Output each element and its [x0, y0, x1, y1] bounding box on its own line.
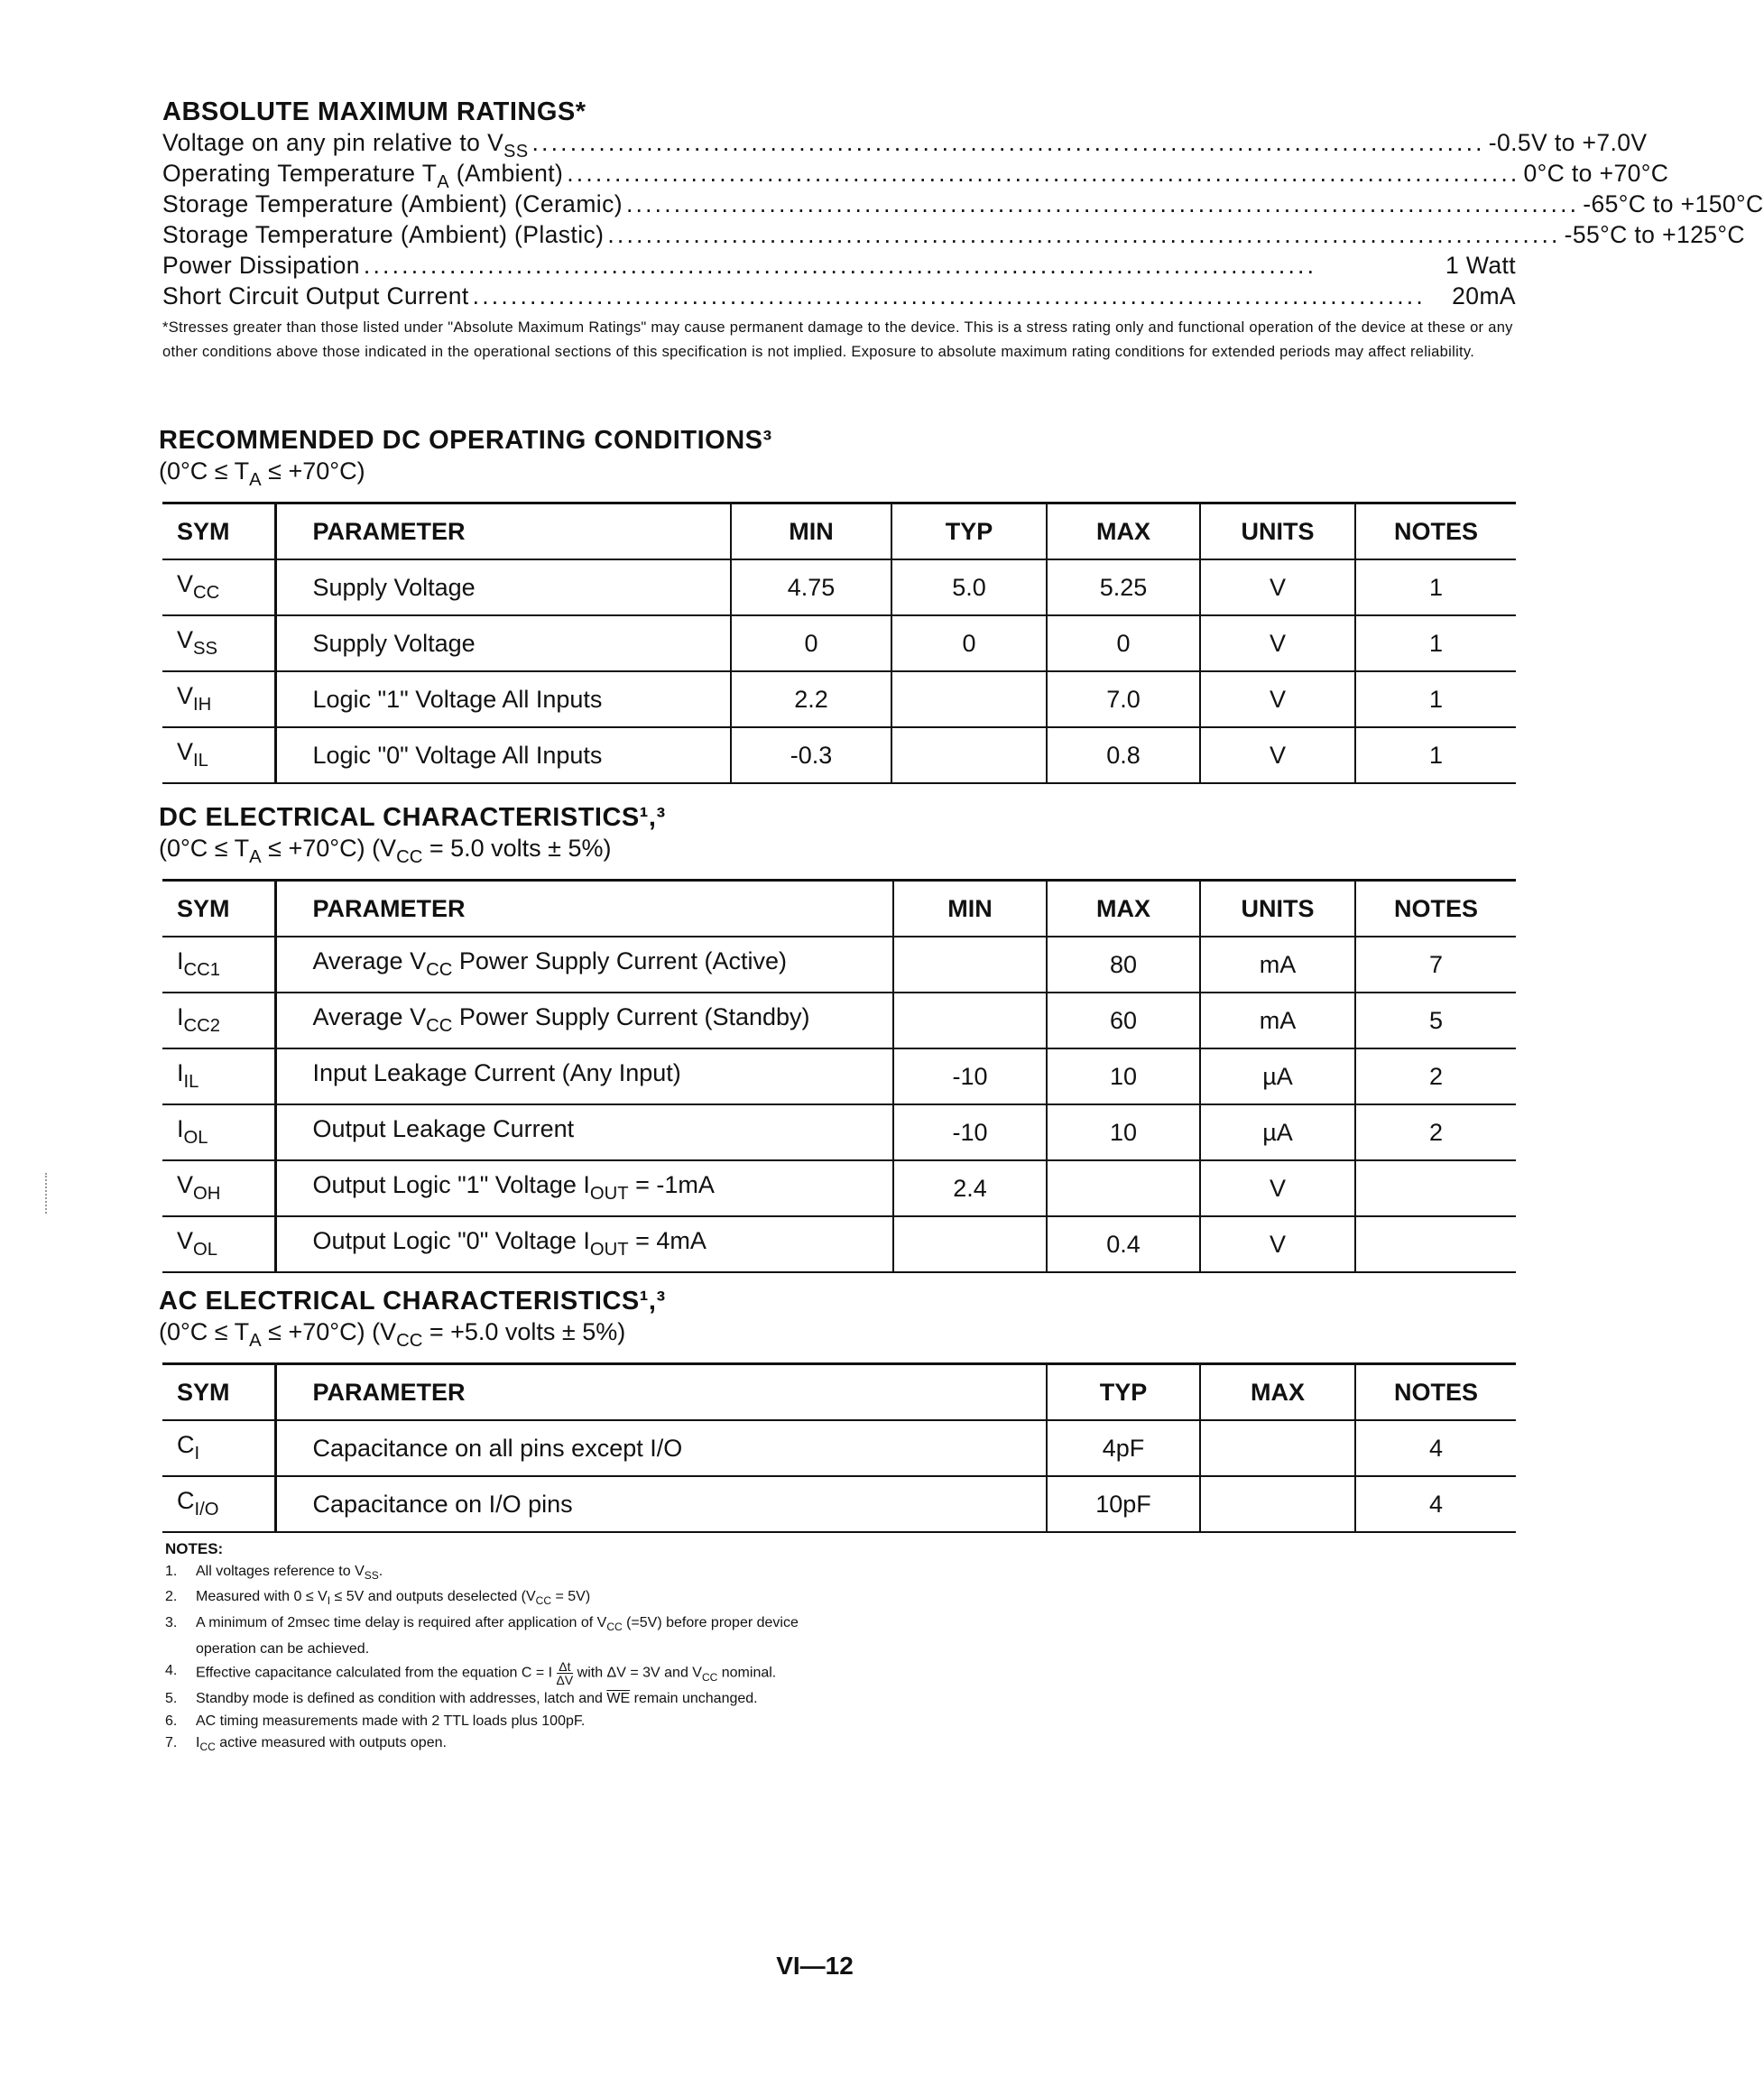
- sym-cell: $V_{IH}$: [162, 671, 275, 727]
- sym-cell: $I_{OL}$: [162, 1104, 275, 1160]
- note-item: 3. A minimum of 2msec time delay is required after application of $V_{CC}$ (=5V) before proper device operation can be achieved.: [165, 1614, 799, 1657]
- typ-cell: [891, 671, 1047, 727]
- col-header: NOTES: [1355, 503, 1516, 560]
- notes-cell: 1: [1355, 559, 1516, 615]
- typ-cell: 0: [891, 615, 1047, 671]
- col-header: MAX: [1047, 881, 1200, 937]
- abs-max-row: Short Circuit Output Current .................................................................................................... 20mA: [162, 282, 1516, 313]
- max-cell: 60: [1047, 993, 1200, 1048]
- units-cell: V: [1200, 727, 1355, 783]
- notes-cell: [1355, 1160, 1516, 1216]
- table-row: [162, 615, 1516, 671]
- max-cell: 10: [1047, 1048, 1200, 1104]
- table-row: [162, 671, 1516, 727]
- dc-elec-table: [162, 879, 1516, 1273]
- param-cell: Supply Voltage: [275, 615, 731, 671]
- max-cell: 80: [1047, 937, 1200, 993]
- table-row: [162, 937, 1516, 993]
- param-cell: Output Logic "0" Voltage $I_{OUT} = 4mA$: [275, 1216, 893, 1272]
- min-cell: [893, 1216, 1047, 1272]
- param-cell: Output Logic "1" Voltage $I_{OUT} = -1mA$: [275, 1160, 893, 1216]
- typ-cell: 10pF: [1047, 1476, 1200, 1532]
- param-cell: Supply Voltage: [275, 559, 731, 615]
- rating-value: -55°C to +125°C: [1564, 221, 1745, 248]
- units-cell: mA: [1200, 937, 1355, 993]
- max-cell: 5.25: [1047, 559, 1200, 615]
- table-header-row: [162, 1364, 1516, 1421]
- abs-max-row: Power Dissipation .................................................................................................... 1 Watt: [162, 252, 1516, 282]
- table-row: [162, 1420, 1516, 1476]
- units-cell: V: [1200, 1160, 1355, 1216]
- max-cell: [1047, 1160, 1200, 1216]
- table-row: [162, 993, 1516, 1048]
- min-cell: 2.2: [731, 671, 891, 727]
- leader-dots: ....................................................................................................: [472, 282, 1426, 309]
- col-header: TYP: [1047, 1364, 1200, 1421]
- max-cell: [1200, 1420, 1355, 1476]
- rating-value: 20mA: [1452, 282, 1516, 309]
- ac-elec-title: AC ELECTRICAL CHARACTERISTICS¹,³: [159, 1287, 666, 1316]
- sym-cell: $V_{OH}$: [162, 1160, 275, 1216]
- units-cell: V: [1200, 559, 1355, 615]
- sym-cell: $V_{SS}$: [162, 615, 275, 671]
- col-header: PARAMETER: [275, 503, 731, 560]
- rating-value: 0°C to +70°C: [1523, 160, 1669, 187]
- notes-cell: 1: [1355, 615, 1516, 671]
- sym-cell: $V_{OL}$: [162, 1216, 275, 1272]
- sym-cell: $I_{IL}$: [162, 1048, 275, 1104]
- sym-cell: $V_{IL}$: [162, 727, 275, 783]
- abs-max-footnote: *Stresses greater than those listed under "Absolute Maximum Ratings" may cause permanent damage to the device. This is a stress rating only and functional operation of the device at these or any other conditions above those indicated in the operational sections of this specification is not implied. Exposure to absolute maximum rating conditions for extended periods may affect reliability.: [162, 319, 1513, 360]
- table-row: [162, 1216, 1516, 1272]
- sym-cell: $V_{CC}$: [162, 559, 275, 615]
- typ-cell: 4pF: [1047, 1420, 1200, 1476]
- leader-dots: ....................................................................................................: [567, 160, 1520, 187]
- rec-dc-conditions: $(0^\circ C \le T_A \le +70^\circ C)$: [159, 457, 365, 491]
- max-cell: 10: [1047, 1104, 1200, 1160]
- leader-dots: ....................................................................................................: [607, 221, 1561, 248]
- max-cell: 0.4: [1047, 1216, 1200, 1272]
- table-row: [162, 1048, 1516, 1104]
- rating-value: 1 Watt: [1445, 252, 1516, 279]
- col-header: UNITS: [1200, 881, 1355, 937]
- sym-cell: $C_I$: [162, 1420, 275, 1476]
- rating-value: -0.5V to +7.0V: [1488, 129, 1648, 156]
- min-cell: -10: [893, 1104, 1047, 1160]
- notes-title: NOTES:: [165, 1540, 224, 1557]
- sym-cell: $C_{I/O}$: [162, 1476, 275, 1532]
- leader-dots: ....................................................................................................: [625, 190, 1580, 217]
- notes-cell: [1355, 1216, 1516, 1272]
- notes-cell: 4: [1355, 1420, 1516, 1476]
- param-cell: Logic "1" Voltage All Inputs: [275, 671, 731, 727]
- col-header: SYM: [162, 881, 275, 937]
- ac-elec-conditions: $(0^\circ C \le T_A \le +70^\circ C)$ ($V_{CC} = +5.0$ volts ± 5%): [159, 1318, 626, 1352]
- note-item: 4. Effective capacitance calculated from the equation C = I $\frac{\Delta t}{\Delta V}$ with ΔV = 3V and $V_{CC}$ nominal.: [165, 1659, 777, 1688]
- page-number: VI—12: [776, 1952, 854, 1980]
- notes-section: [165, 1538, 833, 1759]
- abs-max-row: Storage Temperature (Ambient) (Ceramic) .................................................................................................... -65°C to +150°C: [162, 190, 1516, 221]
- typ-cell: 5.0: [891, 559, 1047, 615]
- abs-max-row: Operating Temperature $T_A$ (Ambient) .................................................................................................... 0°C to +70°C: [162, 160, 1669, 192]
- param-cell: Average $V_{CC}$ Power Supply Current (Standby): [275, 993, 893, 1048]
- col-header: UNITS: [1200, 503, 1355, 560]
- note-item: 5. Standby mode is defined as condition with addresses, latch and $\overline{WE}$ remain unchanged.: [165, 1691, 758, 1707]
- min-cell: 2.4: [893, 1160, 1047, 1216]
- note-item: 6. AC timing measurements made with 2 TTL loads plus 100pF.: [165, 1713, 586, 1729]
- rating-value: -65°C to +150°C: [1583, 190, 1764, 217]
- notes-cell: 2: [1355, 1048, 1516, 1104]
- param-cell: Capacitance on all pins except I/O: [275, 1420, 1047, 1476]
- min-cell: -0.3: [731, 727, 891, 783]
- leader-dots: ....................................................................................................: [531, 129, 1485, 156]
- col-header: MAX: [1047, 503, 1200, 560]
- units-cell: V: [1200, 1216, 1355, 1272]
- abs-max-row: Storage Temperature (Ambient) (Plastic) .................................................................................................... -55°C to +125°C: [162, 221, 1516, 252]
- notes-cell: 5: [1355, 993, 1516, 1048]
- col-header: SYM: [162, 503, 275, 560]
- col-header: SYM: [162, 1364, 275, 1421]
- table-row: [162, 559, 1516, 615]
- notes-cell: 2: [1355, 1104, 1516, 1160]
- notes-cell: 4: [1355, 1476, 1516, 1532]
- min-cell: -10: [893, 1048, 1047, 1104]
- max-cell: 0.8: [1047, 727, 1200, 783]
- abs-max-row: Voltage on any pin relative to $V_{SS}$ .................................................................................................... -0.5V to +7.0V: [162, 129, 1648, 162]
- note-item: 2. Measured with $0 \le V_I \le 5V$ and outputs deselected $(V_{CC} = 5V)$: [165, 1589, 591, 1608]
- units-cell: µA: [1200, 1104, 1355, 1160]
- units-cell: µA: [1200, 1048, 1355, 1104]
- col-header: PARAMETER: [275, 1364, 1047, 1421]
- note-item: 7. $I_{CC}$ active measured with outputs open.: [165, 1735, 447, 1754]
- col-header: MIN: [731, 503, 891, 560]
- col-header: MIN: [893, 881, 1047, 937]
- rec-dc-table: [162, 502, 1516, 784]
- sym-cell: $I_{CC1}$: [162, 937, 275, 993]
- col-header: TYP: [891, 503, 1047, 560]
- table-row: [162, 1476, 1516, 1532]
- notes-cell: 7: [1355, 937, 1516, 993]
- units-cell: V: [1200, 615, 1355, 671]
- table-header-row: [162, 881, 1516, 937]
- rec-dc-title: RECOMMENDED DC OPERATING CONDITIONS³: [159, 426, 772, 455]
- table-row: [162, 1160, 1516, 1216]
- dc-elec-title: DC ELECTRICAL CHARACTERISTICS¹,³: [159, 803, 666, 832]
- table-header-row: [162, 503, 1516, 560]
- table-row: [162, 1104, 1516, 1160]
- min-cell: [893, 937, 1047, 993]
- table-row: [162, 727, 1516, 783]
- sym-cell: $I_{CC2}$: [162, 993, 275, 1048]
- param-cell: Logic "0" Voltage All Inputs: [275, 727, 731, 783]
- param-cell: Output Leakage Current: [275, 1104, 893, 1160]
- param-cell: Average $V_{CC}$ Power Supply Current (Active): [275, 937, 893, 993]
- max-cell: 7.0: [1047, 671, 1200, 727]
- max-cell: 0: [1047, 615, 1200, 671]
- typ-cell: [891, 727, 1047, 783]
- notes-cell: 1: [1355, 727, 1516, 783]
- max-cell: [1200, 1476, 1355, 1532]
- notes-cell: 1: [1355, 671, 1516, 727]
- scan-artifact: [45, 1173, 49, 1214]
- abs-max-title: ABSOLUTE MAXIMUM RATINGS*: [162, 97, 586, 126]
- col-header: NOTES: [1355, 881, 1516, 937]
- col-header: PARAMETER: [275, 881, 893, 937]
- param-cell: Input Leakage Current (Any Input): [275, 1048, 893, 1104]
- dc-elec-conditions: $(0^\circ C \le T_A \le +70^\circ C)$ ($V_{CC} = 5.0$ volts ± 5%): [159, 835, 612, 868]
- ac-elec-table: [162, 1362, 1516, 1533]
- note-item: 1. All voltages reference to $V_{SS}$.: [165, 1563, 383, 1582]
- units-cell: mA: [1200, 993, 1355, 1048]
- col-header: NOTES: [1355, 1364, 1516, 1421]
- min-cell: [893, 993, 1047, 1048]
- param-cell: Capacitance on I/O pins: [275, 1476, 1047, 1532]
- col-header: MAX: [1200, 1364, 1355, 1421]
- leader-dots: ....................................................................................................: [363, 252, 1317, 279]
- min-cell: 4.75: [731, 559, 891, 615]
- units-cell: V: [1200, 671, 1355, 727]
- min-cell: 0: [731, 615, 891, 671]
